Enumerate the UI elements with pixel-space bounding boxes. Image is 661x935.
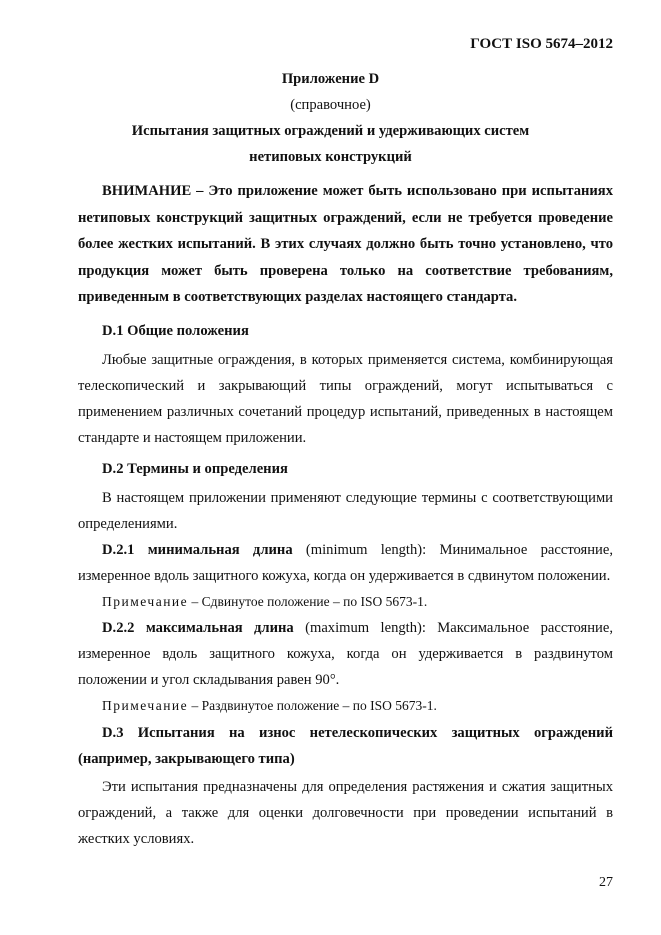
appendix-title-line2: нетиповых конструкций xyxy=(249,149,412,165)
definition-d21 xyxy=(78,537,613,589)
definition-d21-term: минимальная длина xyxy=(147,542,293,558)
appendix-title-line1: Испытания защитных ограждений и удерживающих систем xyxy=(131,123,530,139)
note-label: Примечание xyxy=(102,698,189,713)
section-d1-text: Любые защитные ограждения, в которых применяется система, комбинирующая телескопический и закрывающий типы ограждений, могут испытываться с применением различных сочетаний процедур испытаний, приведенных в настоящем стандарте и настоящем приложении. xyxy=(78,352,613,446)
note-label: Примечание xyxy=(102,594,189,609)
standard-designation: ГОСТ ISO 5674–2012 xyxy=(470,36,613,52)
appendix-title-block xyxy=(0,66,661,170)
warning-block xyxy=(78,178,613,311)
note-text: – Раздвинутое положение – по ISO 5673-1. xyxy=(188,698,437,713)
definition-d22-term: максимальная длина xyxy=(145,620,294,636)
definition-d22-number: D.2.2 xyxy=(102,620,135,636)
page-number: 27 xyxy=(599,875,613,890)
definition-d21-note xyxy=(78,589,613,615)
definition-d21-number: D.2.1 xyxy=(102,542,135,558)
note-text: – Сдвинутое положение – по ISO 5673-1. xyxy=(188,594,428,609)
appendix-label: Приложение D xyxy=(281,71,380,87)
section-d3-text: Эти испытания предназначены для определения растяжения и сжатия защитных ограждений, а также для оценки долговечности при проведении испытаний в жестких условиях. xyxy=(78,779,613,847)
warning-text: ВНИМАНИЕ – Это приложение может быть использовано при испытаниях нетиповых конструкций защитных ограждений, если не требуется проведение более жестких испытаний. В этих случаях должно быть точно установлено, что продукция может быть проверена только на соответствие требованиям, приведенным в соответствующих разделах настоящего стандарта. xyxy=(78,183,613,305)
definition-d21-text: (minimum length): Минимальное расстояние, измеренное вдоль защитного кожуха, когда он удерживается в сдвинутом положении. xyxy=(78,542,613,584)
section-d2 xyxy=(78,456,613,719)
definition-d22 xyxy=(78,615,613,693)
section-d1 xyxy=(78,318,613,451)
section-d1-heading: D.1 Общие положения xyxy=(102,323,249,339)
definition-d22-text: (maximum length): Максимальное расстояние, измеренное вдоль защитного кожуха, когда он удерживается в раздвинутом положении и угол складывания равен 90°. xyxy=(78,620,613,688)
section-d2-heading: D.2 Термины и определения xyxy=(102,461,288,477)
section-d3-heading: D.3 Испытания на износ нетелескопических защитных ограждений (например, закрывающего типа) xyxy=(78,725,613,767)
definition-d22-note xyxy=(78,693,613,719)
section-d3 xyxy=(78,720,613,852)
appendix-status: (справочное) xyxy=(290,97,371,113)
section-d2-text: В настоящем приложении применяют следующие термины с соответствующими определениями. xyxy=(78,490,613,532)
